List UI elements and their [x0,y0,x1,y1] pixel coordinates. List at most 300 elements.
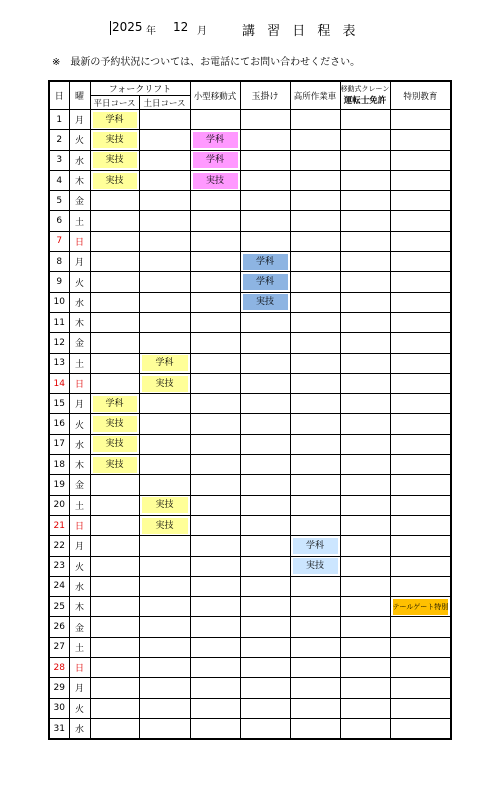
session-badge: 学科 [142,355,188,371]
header-mobile-crane-top: 移動式クレーン [340,85,390,93]
schedule-cell-small-crane [190,658,240,678]
schedule-cell-forklift-weekend [139,434,190,454]
schedule-cell-small-crane [190,394,240,414]
schedule-cell-aerial [290,434,340,454]
day-cell: 11 [49,312,69,332]
table-row [49,170,451,190]
header-forklift: フォークリフト [90,81,190,96]
schedule-cell-slinging [240,698,290,718]
weekday-cell: 木 [69,597,90,617]
day-cell: 14 [49,373,69,393]
schedule-cell-forklift-weekend [139,333,190,353]
schedule-cell-small-crane [190,576,240,596]
schedule-cell-forklift-weekday [90,475,139,495]
day-cell: 7 [49,231,69,251]
schedule-cell-small-crane [190,434,240,454]
schedule-cell-forklift-weekend [139,718,190,739]
weekday-cell: 火 [69,556,90,576]
weekday-cell: 水 [69,150,90,170]
schedule-cell-small-crane [190,597,240,617]
schedule-cell-small-crane [190,110,240,130]
schedule-cell-mobile-crane [340,110,390,130]
weekday-cell: 月 [69,394,90,414]
table-row [49,637,451,657]
schedule-cell-aerial [290,495,340,515]
schedule-cell-slinging [240,312,290,332]
weekday-cell: 水 [69,576,90,596]
title-row [0,20,491,38]
schedule-cell-special [390,637,451,657]
schedule-cell-small-crane [190,130,240,150]
schedule-cell-slinging [240,455,290,475]
day-cell: 24 [49,576,69,596]
weekday-cell: 木 [69,170,90,190]
schedule-cell-special [390,576,451,596]
schedule-cell-aerial [290,617,340,637]
day-cell: 19 [49,475,69,495]
schedule-cell-forklift-weekend [139,353,190,373]
schedule-cell-slinging [240,658,290,678]
title-year: 2025 [112,20,143,34]
schedule-cell-special [390,394,451,414]
table-row [49,698,451,718]
table-row [49,434,451,454]
schedule-cell-forklift-weekday [90,637,139,657]
schedule-cell-forklift-weekday [90,272,139,292]
schedule-cell-mobile-crane [340,170,390,190]
schedule-cell-mobile-crane [340,211,390,231]
schedule-cell-slinging [240,475,290,495]
weekday-cell: 金 [69,333,90,353]
schedule-cell-aerial [290,191,340,211]
schedule-cell-slinging [240,394,290,414]
table-row [49,191,451,211]
schedule-cell-forklift-weekend [139,475,190,495]
day-cell: 30 [49,698,69,718]
session-badge: 実技 [243,294,288,310]
schedule-cell-small-crane [190,272,240,292]
schedule-cell-forklift-weekend [139,110,190,130]
table-row [49,252,451,272]
schedule-cell-special [390,312,451,332]
schedule-cell-slinging [240,515,290,535]
schedule-cell-mobile-crane [340,515,390,535]
schedule-cell-small-crane [190,475,240,495]
schedule-cell-forklift-weekday [90,617,139,637]
schedule-cell-special [390,475,451,495]
weekday-cell: 月 [69,678,90,698]
header-day: 日 [49,81,69,110]
session-badge: 学科 [243,254,288,270]
schedule-cell-aerial [290,556,340,576]
table-row [49,597,451,617]
schedule-cell-forklift-weekend [139,211,190,231]
schedule-cell-forklift-weekend [139,170,190,190]
session-badge: 実技 [142,518,188,534]
header-special-education: 特別教育 [390,81,451,110]
schedule-cell-special [390,170,451,190]
schedule-cell-mobile-crane [340,658,390,678]
schedule-cell-aerial [290,658,340,678]
weekday-cell: 土 [69,495,90,515]
schedule-cell-special [390,495,451,515]
day-cell: 25 [49,597,69,617]
schedule-cell-mobile-crane [340,576,390,596]
schedule-cell-special [390,455,451,475]
schedule-cell-mobile-crane [340,252,390,272]
schedule-cell-small-crane [190,211,240,231]
table-row [49,536,451,556]
schedule-cell-small-crane [190,231,240,251]
schedule-cell-aerial [290,455,340,475]
schedule-cell-forklift-weekend [139,373,190,393]
schedule-cell-forklift-weekend [139,495,190,515]
header-mobile-crane [340,81,390,110]
schedule-cell-forklift-weekend [139,637,190,657]
table-row [49,292,451,312]
weekday-cell: 金 [69,617,90,637]
schedule-cell-slinging [240,637,290,657]
schedule-cell-mobile-crane [340,312,390,332]
schedule-cell-mobile-crane [340,272,390,292]
schedule-cell-mobile-crane [340,678,390,698]
schedule-cell-small-crane [190,455,240,475]
schedule-cell-forklift-weekday [90,434,139,454]
schedule-cell-slinging [240,231,290,251]
schedule-cell-aerial [290,414,340,434]
schedule-cell-aerial [290,110,340,130]
schedule-cell-mobile-crane [340,718,390,739]
schedule-cell-slinging [240,333,290,353]
schedule-cell-aerial [290,515,340,535]
header-small-crane: 小型移動式 [190,81,240,110]
day-cell: 26 [49,617,69,637]
schedule-cell-small-crane [190,191,240,211]
weekday-cell: 金 [69,475,90,495]
schedule-cell-slinging [240,272,290,292]
schedule-cell-forklift-weekend [139,272,190,292]
schedule-cell-mobile-crane [340,637,390,657]
schedule-cell-mobile-crane [340,597,390,617]
schedule-cell-forklift-weekday [90,191,139,211]
schedule-cell-forklift-weekday [90,150,139,170]
schedule-cell-slinging [240,130,290,150]
weekday-cell: 木 [69,312,90,332]
schedule-cell-forklift-weekday [90,211,139,231]
schedule-cell-mobile-crane [340,475,390,495]
table-row [49,495,451,515]
title-year-unit: 年 [146,26,156,37]
schedule-cell-forklift-weekday [90,373,139,393]
session-badge: 学科 [293,538,338,554]
schedule-cell-aerial [290,150,340,170]
weekday-cell: 土 [69,353,90,373]
schedule-table [48,80,452,740]
schedule-cell-forklift-weekend [139,231,190,251]
day-cell: 12 [49,333,69,353]
weekday-cell: 火 [69,698,90,718]
table-row [49,678,451,698]
table-row [49,414,451,434]
schedule-cell-mobile-crane [340,455,390,475]
schedule-cell-forklift-weekend [139,556,190,576]
session-badge: 学科 [193,152,238,168]
schedule-cell-forklift-weekend [139,698,190,718]
schedule-cell-forklift-weekday [90,515,139,535]
day-cell: 21 [49,515,69,535]
schedule-cell-mobile-crane [340,495,390,515]
schedule-cell-forklift-weekend [139,678,190,698]
table-row [49,658,451,678]
session-badge: テールゲート特別 [393,599,449,615]
schedule-cell-special [390,414,451,434]
session-badge: 実技 [193,173,238,189]
schedule-cell-aerial [290,536,340,556]
schedule-cell-forklift-weekday [90,536,139,556]
schedule-cell-small-crane [190,353,240,373]
schedule-cell-forklift-weekday [90,312,139,332]
session-badge: 学科 [93,112,137,128]
schedule-cell-forklift-weekday [90,353,139,373]
schedule-cell-small-crane [190,373,240,393]
table-row [49,718,451,739]
schedule-cell-forklift-weekend [139,658,190,678]
schedule-cell-special [390,333,451,353]
session-badge: 実技 [142,376,188,392]
day-cell: 6 [49,211,69,231]
schedule-cell-mobile-crane [340,150,390,170]
schedule-cell-special [390,110,451,130]
schedule-cell-slinging [240,434,290,454]
schedule-cell-small-crane [190,292,240,312]
schedule-cell-slinging [240,292,290,312]
schedule-cell-special [390,718,451,739]
day-cell: 8 [49,252,69,272]
schedule-cell-forklift-weekday [90,130,139,150]
table-row [49,556,451,576]
schedule-cell-mobile-crane [340,536,390,556]
schedule-cell-special [390,272,451,292]
schedule-cell-special [390,252,451,272]
table-row [49,231,451,251]
day-cell: 16 [49,414,69,434]
schedule-cell-small-crane [190,252,240,272]
schedule-cell-aerial [290,211,340,231]
schedule-cell-forklift-weekend [139,515,190,535]
schedule-cell-mobile-crane [340,231,390,251]
schedule-cell-mobile-crane [340,333,390,353]
schedule-cell-special [390,556,451,576]
weekday-cell: 木 [69,455,90,475]
table-row [49,333,451,353]
schedule-cell-forklift-weekday [90,658,139,678]
weekday-cell: 金 [69,191,90,211]
schedule-cell-slinging [240,150,290,170]
schedule-cell-forklift-weekend [139,597,190,617]
session-badge: 実技 [93,173,137,189]
session-badge: 学科 [193,132,238,148]
schedule-cell-aerial [290,597,340,617]
schedule-cell-special [390,130,451,150]
schedule-cell-mobile-crane [340,394,390,414]
schedule-cell-forklift-weekday [90,252,139,272]
table-row [49,110,451,130]
schedule-cell-slinging [240,211,290,231]
schedule-cell-slinging [240,617,290,637]
table-row [49,353,451,373]
schedule-cell-forklift-weekend [139,150,190,170]
schedule-cell-special [390,373,451,393]
day-cell: 5 [49,191,69,211]
schedule-cell-small-crane [190,515,240,535]
schedule-cell-forklift-weekday [90,110,139,130]
schedule-cell-slinging [240,170,290,190]
schedule-cell-slinging [240,495,290,515]
schedule-cell-mobile-crane [340,353,390,373]
schedule-cell-small-crane [190,617,240,637]
weekday-cell: 水 [69,434,90,454]
schedule-cell-small-crane [190,637,240,657]
day-cell: 17 [49,434,69,454]
day-cell: 29 [49,678,69,698]
schedule-cell-small-crane [190,170,240,190]
title-month-unit: 月 [197,26,207,37]
schedule-cell-small-crane [190,556,240,576]
schedule-cell-special [390,191,451,211]
schedule-cell-small-crane [190,698,240,718]
schedule-cell-small-crane [190,536,240,556]
table-row [49,373,451,393]
schedule-cell-slinging [240,556,290,576]
schedule-cell-special [390,515,451,535]
day-cell: 31 [49,718,69,739]
schedule-cell-forklift-weekday [90,170,139,190]
schedule-cell-forklift-weekend [139,394,190,414]
weekday-cell: 火 [69,414,90,434]
schedule-cell-forklift-weekend [139,252,190,272]
schedule-cell-forklift-weekday [90,414,139,434]
day-cell: 1 [49,110,69,130]
schedule-cell-mobile-crane [340,556,390,576]
table-row [49,455,451,475]
schedule-cell-aerial [290,170,340,190]
day-cell: 22 [49,536,69,556]
schedule-cell-aerial [290,231,340,251]
schedule-cell-slinging [240,576,290,596]
schedule-cell-aerial [290,292,340,312]
schedule-cell-aerial [290,312,340,332]
weekday-cell: 火 [69,272,90,292]
schedule-cell-slinging [240,414,290,434]
schedule-cell-mobile-crane [340,434,390,454]
schedule-cell-special [390,292,451,312]
session-badge: 実技 [293,558,338,574]
weekday-cell: 火 [69,130,90,150]
reservation-notice: ※ 最新の予約状況については、お電話にてお問い合わせください。 [52,57,361,68]
schedule-cell-slinging [240,373,290,393]
table-row [49,150,451,170]
schedule-cell-small-crane [190,333,240,353]
session-badge: 実技 [93,152,137,168]
schedule-cell-small-crane [190,718,240,739]
schedule-cell-forklift-weekend [139,191,190,211]
schedule-cell-aerial [290,353,340,373]
schedule-cell-forklift-weekday [90,455,139,475]
schedule-cell-aerial [290,373,340,393]
table-row [49,475,451,495]
day-cell: 20 [49,495,69,515]
weekday-cell: 月 [69,536,90,556]
header-weekday: 曜 [69,81,90,110]
session-badge: 実技 [93,416,137,432]
schedule-cell-mobile-crane [340,617,390,637]
weekday-cell: 土 [69,637,90,657]
schedule-cell-forklift-weekend [139,455,190,475]
schedule-cell-mobile-crane [340,698,390,718]
table-row [49,130,451,150]
weekday-cell: 日 [69,373,90,393]
schedule-cell-mobile-crane [340,373,390,393]
schedule-cell-forklift-weekend [139,130,190,150]
schedule-cell-forklift-weekend [139,292,190,312]
weekday-cell: 月 [69,252,90,272]
weekday-cell: 月 [69,110,90,130]
schedule-cell-slinging [240,597,290,617]
schedule-cell-slinging [240,191,290,211]
schedule-cell-special [390,231,451,251]
session-badge: 学科 [93,396,137,412]
header-forklift-weekday: 平日コース [90,96,139,110]
day-cell: 28 [49,658,69,678]
schedule-cell-slinging [240,353,290,373]
schedule-cell-special [390,353,451,373]
schedule-cell-forklift-weekend [139,312,190,332]
schedule-cell-forklift-weekday [90,597,139,617]
schedule-cell-aerial [290,698,340,718]
schedule-cell-special [390,211,451,231]
table-row [49,211,451,231]
schedule-cell-special [390,678,451,698]
weekday-cell: 水 [69,292,90,312]
schedule-cell-special [390,597,451,617]
schedule-cell-forklift-weekday [90,678,139,698]
weekday-cell: 土 [69,211,90,231]
schedule-body [49,110,451,740]
schedule-cell-forklift-weekday [90,394,139,414]
schedule-cell-mobile-crane [340,191,390,211]
schedule-cell-slinging [240,718,290,739]
schedule-cell-forklift-weekend [139,576,190,596]
header-aerial-work: 高所作業車 [290,81,340,110]
weekday-cell: 日 [69,231,90,251]
schedule-cell-aerial [290,394,340,414]
schedule-cell-slinging [240,678,290,698]
schedule-cell-aerial [290,576,340,596]
session-badge: 実技 [93,132,137,148]
schedule-cell-mobile-crane [340,292,390,312]
page-title: 講 習 日 程 表 [242,24,360,39]
day-cell: 4 [49,170,69,190]
header-forklift-weekend: 土日コース [139,96,190,110]
weekday-cell: 水 [69,718,90,739]
table-row [49,312,451,332]
day-cell: 2 [49,130,69,150]
schedule-cell-forklift-weekday [90,231,139,251]
day-cell: 3 [49,150,69,170]
schedule-cell-forklift-weekday [90,333,139,353]
day-cell: 10 [49,292,69,312]
schedule-cell-small-crane [190,312,240,332]
